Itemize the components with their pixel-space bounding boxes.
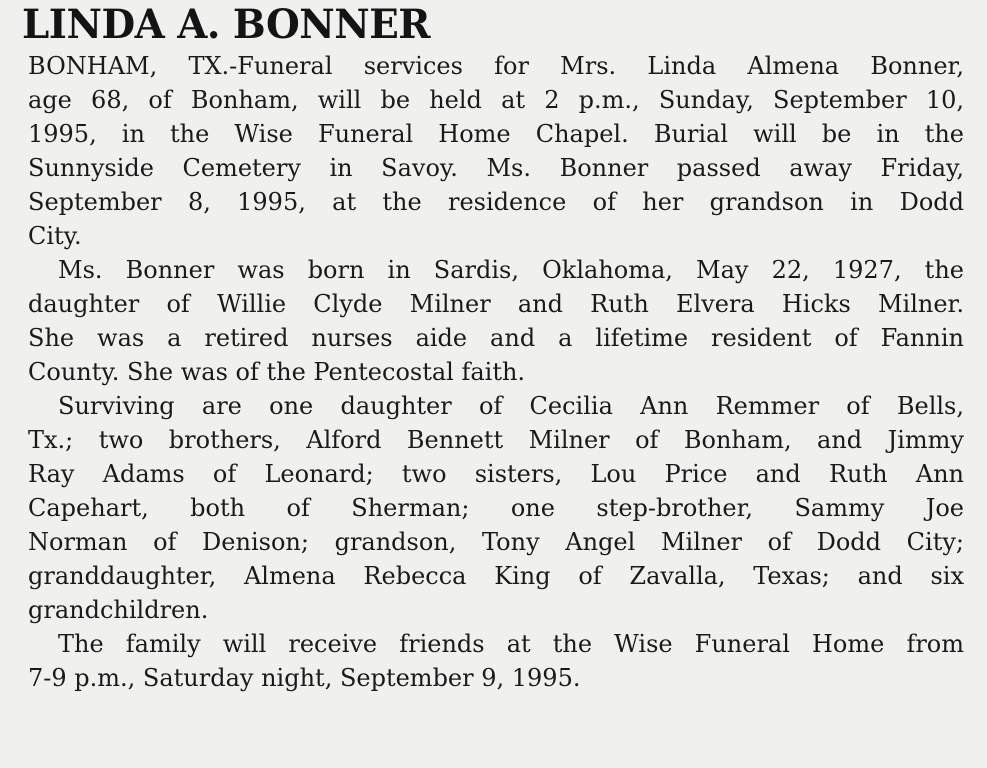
text-line: age 68, of Bonham, will be held at 2 p.m., Sunday, September 10, — [28, 86, 964, 114]
text-line: daughter of Willie Clyde Milner and Ruth Elvera Hicks Milner. — [28, 290, 964, 318]
text-line: Capehart, both of Sherman; one step-brother, Sammy Joe — [28, 494, 964, 522]
text-line: Norman of Denison; grandson, Tony Angel Milner of Dodd City; — [28, 528, 964, 556]
text-line: The family will receive friends at the Wise Funeral Home from — [58, 630, 964, 658]
text-line: 7-9 p.m., Saturday night, September 9, 1995. — [28, 664, 581, 692]
paragraph-funeral-services — [28, 49, 964, 253]
text-line: Ray Adams of Leonard; two sisters, Lou Price and Ruth Ann — [28, 460, 964, 488]
paragraph-visitation — [28, 627, 964, 695]
text-line: Sunnyside Cemetery in Savoy. Ms. Bonner passed away Friday, — [28, 154, 964, 182]
obituary-headline: LINDA A. BONNER — [22, 1, 431, 48]
text-line: Surviving are one daughter of Cecilia Ann Remmer of Bells, — [58, 392, 964, 420]
text-line: Ms. Bonner was born in Sardis, Oklahoma, May 22, 1927, the — [58, 256, 964, 284]
text-line: 1995, in the Wise Funeral Home Chapel. Burial will be in the — [28, 120, 964, 148]
text-line: granddaughter, Almena Rebecca King of Zavalla, Texas; and six — [28, 562, 964, 590]
text-line: Tx.; two brothers, Alford Bennett Milner of Bonham, and Jimmy — [28, 426, 964, 454]
text-line: County. She was of the Pentecostal faith. — [28, 358, 526, 386]
text-line: BONHAM, TX.-Funeral services for Mrs. Linda Almena Bonner, — [28, 52, 964, 80]
text-line: She was a retired nurses aide and a lifetime resident of Fannin — [28, 324, 964, 352]
obituary-body — [28, 49, 964, 695]
text-line: September 8, 1995, at the residence of her grandson in Dodd — [28, 188, 964, 216]
paragraph-biography — [28, 253, 964, 389]
paragraph-survivors — [28, 389, 964, 627]
text-line: grandchildren. — [28, 596, 209, 624]
text-line: City. — [28, 222, 82, 250]
